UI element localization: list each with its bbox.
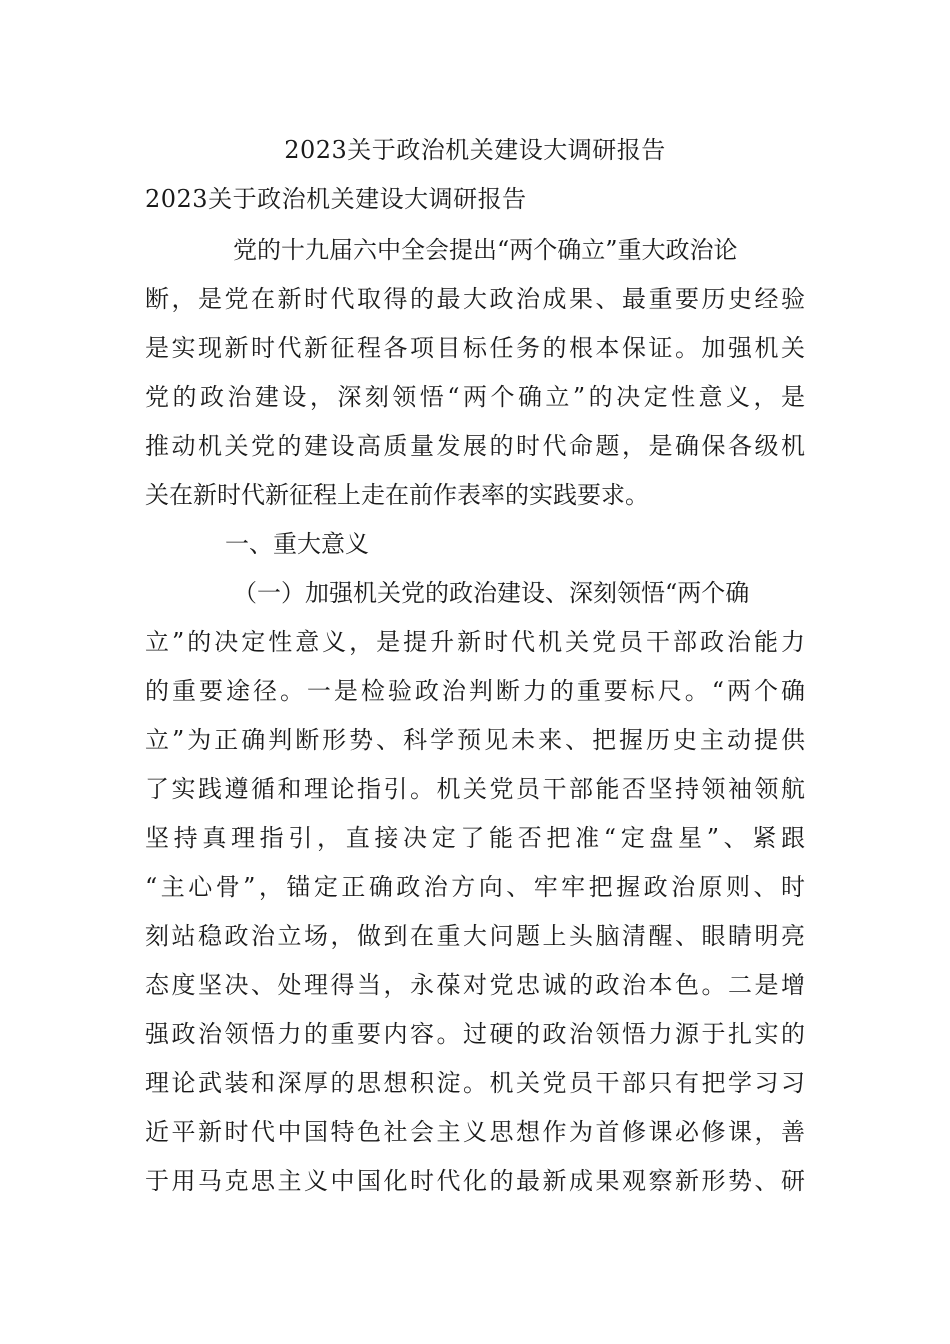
paragraph-line: 强政治领悟力的重要内容。过硬的政治领悟力源于扎实的	[145, 1020, 805, 1048]
paragraph-line: 于用马克思主义中国化时代化的最新成果观察新形势、研	[145, 1167, 805, 1195]
document-title: 2023关于政治机关建设大调研报告	[284, 136, 666, 164]
paragraph-line: 坚持真理指引，直接决定了能否把准“定盘星”、紧跟	[145, 824, 805, 852]
paragraph-line: “主心骨”，锚定正确政治方向、牢牢把握政治原则、时	[145, 873, 805, 901]
section-heading: 一、重大意义	[225, 530, 369, 558]
paragraph-line: 推动机关党的建设高质量发展的时代命题，是确保各级机	[145, 432, 805, 460]
paragraph-line: 近平新时代中国特色社会主义思想作为首修课必修课，善	[145, 1118, 805, 1146]
paragraph-line: （一）加强机关党的政治建设、深刻领悟“两个确	[233, 579, 750, 607]
paragraph-line: 刻站稳政治立场，做到在重大问题上头脑清醒、眼睛明亮	[145, 922, 805, 950]
paragraph-line: 立”的决定性意义，是提升新时代机关党员干部政治能力	[145, 628, 805, 656]
paragraph-line: 断，是党在新时代取得的最大政治成果、最重要历史经验	[145, 285, 805, 313]
paragraph-line: 了实践遵循和理论指引。机关党员干部能否坚持领袖领航	[145, 775, 805, 803]
paragraph-line: 态度坚决、处理得当，永葆对党忠诚的政治本色。二是增	[145, 971, 805, 999]
paragraph-line: 是实现新时代新征程各项目标任务的根本保证。加强机关	[145, 334, 805, 362]
paragraph-line: 关在新时代新征程上走在前作表率的实践要求。	[145, 481, 649, 509]
paragraph-line: 的重要途径。一是检验政治判断力的重要标尺。“两个确	[145, 677, 805, 705]
document-subtitle: 2023关于政治机关建设大调研报告	[145, 185, 527, 213]
paragraph-line: 理论武装和深厚的思想积淀。机关党员干部只有把学习习	[145, 1069, 805, 1097]
paragraph-line: 党的十九届六中全会提出“两个确立”重大政治论	[233, 236, 738, 264]
paragraph-line: 立”为正确判断形势、科学预见未来、把握历史主动提供	[145, 726, 805, 754]
document-body	[145, 231, 805, 1211]
paragraph-line: 党的政治建设，深刻领悟“两个确立”的决定性意义，是	[145, 383, 805, 411]
